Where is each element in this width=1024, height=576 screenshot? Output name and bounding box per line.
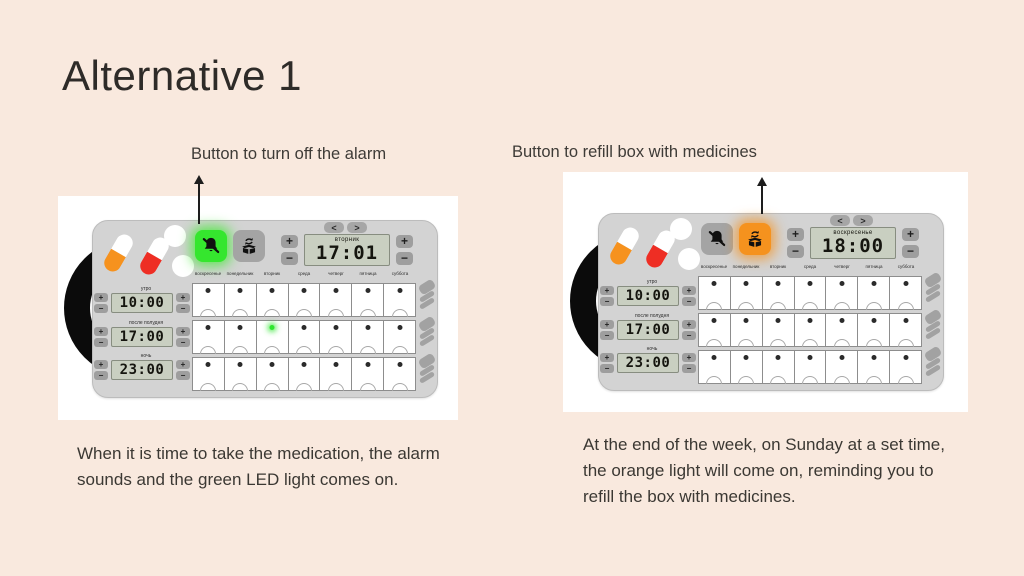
slot-adjust — [600, 353, 614, 373]
minus-button[interactable]: − — [902, 245, 919, 258]
time-slot-group — [94, 353, 194, 387]
time-slot-group — [600, 346, 700, 380]
compartment-notch — [360, 346, 376, 354]
pill-compartment[interactable] — [256, 283, 289, 317]
weekday-label: воскресенье — [194, 271, 222, 276]
display-time: 17:01 — [315, 242, 379, 264]
compartment-led-icon — [302, 288, 307, 293]
pill-compartment[interactable] — [730, 313, 763, 347]
minus-button[interactable]: − — [600, 297, 614, 306]
slat-group — [418, 356, 437, 391]
compartment-led-icon — [333, 325, 338, 330]
plus-button[interactable]: + — [902, 228, 919, 241]
compartment-led-icon — [776, 281, 781, 286]
time-slot-display: 10:00 — [111, 293, 173, 313]
weekday-label: суббота — [897, 264, 915, 269]
compartment-led-icon — [365, 325, 370, 330]
compartment-notch — [866, 339, 882, 347]
weekday-label: понедельник — [226, 271, 254, 276]
compartment-led-icon — [333, 362, 338, 367]
weekday-label: четверг — [328, 271, 344, 276]
pill-compartment[interactable] — [889, 313, 922, 347]
compartment-led-icon — [397, 325, 402, 330]
pill-compartment[interactable] — [383, 320, 416, 354]
time-slot-display: 10:00 — [617, 286, 679, 306]
plus-button[interactable]: + — [176, 360, 190, 369]
pill-compartment[interactable] — [794, 313, 827, 347]
plus-button[interactable]: + — [94, 327, 108, 336]
display-day: воскресенье — [833, 230, 873, 236]
compartment-notch — [802, 339, 818, 347]
plus-button[interactable]: + — [787, 228, 804, 241]
time-slot-label: утро — [140, 286, 152, 292]
slot-adjust — [176, 327, 190, 347]
refill-box-icon — [238, 235, 260, 257]
minus-button[interactable]: − — [176, 304, 190, 313]
compartment-notch — [770, 302, 786, 310]
compartment-notch — [296, 346, 312, 354]
weekday-label: вторник — [769, 264, 787, 269]
pill-compartment[interactable] — [889, 350, 922, 384]
compartment-notch — [232, 346, 248, 354]
minus-button[interactable]: − — [600, 364, 614, 373]
pill-compartment[interactable] — [730, 350, 763, 384]
compartment-row — [698, 313, 922, 347]
compartment-led-icon — [903, 318, 908, 323]
display-adjust-left — [787, 228, 804, 258]
compartment-led-icon — [270, 288, 275, 293]
compartment-led-icon — [302, 362, 307, 367]
compartment-led-icon — [871, 355, 876, 360]
plus-button[interactable]: + — [176, 327, 190, 336]
pill-dispenser-device — [92, 220, 438, 398]
pill-compartment[interactable] — [730, 276, 763, 310]
pill-compartment[interactable] — [224, 320, 257, 354]
compartment-led-icon — [365, 288, 370, 293]
minus-button[interactable]: − — [94, 338, 108, 347]
compartment-notch — [200, 346, 216, 354]
weekday-label: понедельник — [732, 264, 760, 269]
time-slot-display: 23:00 — [111, 360, 173, 380]
pill-compartment[interactable] — [383, 283, 416, 317]
compartment-row — [698, 350, 922, 384]
compartment-led-icon — [744, 318, 749, 323]
bell-slash-icon — [706, 228, 728, 250]
arrow-head — [194, 175, 204, 184]
pill-compartment[interactable] — [256, 357, 289, 391]
compartment-led-icon — [206, 325, 211, 330]
compartment-notch — [770, 376, 786, 384]
pill-compartment[interactable] — [857, 313, 890, 347]
pill-compartment[interactable] — [288, 320, 321, 354]
side-grip-slats — [418, 280, 437, 391]
time-slot-display: 17:00 — [617, 320, 679, 340]
arrow-to-refill-button — [755, 177, 769, 214]
compartment-led-icon — [776, 318, 781, 323]
compartment-notch — [392, 383, 408, 391]
pill-compartment[interactable] — [889, 276, 922, 310]
pill-compartment[interactable] — [698, 313, 731, 347]
minus-button[interactable]: − — [94, 371, 108, 380]
plus-button[interactable]: + — [281, 235, 298, 248]
refill-button[interactable] — [233, 230, 265, 262]
compartment-led-icon — [808, 355, 813, 360]
pill-compartment[interactable] — [224, 357, 257, 391]
compartment-notch — [898, 339, 914, 347]
compartment-led-icon — [206, 362, 211, 367]
slot-adjust — [682, 286, 696, 306]
compartment-notch — [264, 383, 280, 391]
pill-compartment[interactable] — [762, 313, 795, 347]
compartment-notch — [264, 309, 280, 317]
compartment-led-icon — [270, 362, 275, 367]
pill-compartment[interactable] — [857, 276, 890, 310]
pill-compartment[interactable] — [319, 320, 352, 354]
compartment-led-icon — [238, 362, 243, 367]
compartment-led-icon — [397, 288, 402, 293]
plus-button[interactable]: + — [396, 235, 413, 248]
caption-refill: At the end of the week, on Sunday at a set time, the orange light will come on, reminding you to refill the box with medicines. — [583, 435, 945, 506]
slot-adjust — [176, 293, 190, 313]
next-day-button[interactable]: > — [347, 222, 367, 233]
slat-group — [924, 312, 943, 347]
plus-button[interactable]: + — [94, 360, 108, 369]
compartment-notch — [738, 376, 754, 384]
compartment-notch — [264, 346, 280, 354]
weekday-label: суббота — [391, 271, 409, 276]
compartment-notch — [834, 339, 850, 347]
slot-adjust — [94, 360, 108, 380]
compartment-notch — [296, 309, 312, 317]
main-clock-display — [304, 234, 390, 266]
compartment-notch — [706, 339, 722, 347]
round-pill-icon — [164, 225, 186, 247]
compartment-led-icon — [712, 281, 717, 286]
compartment-notch — [392, 346, 408, 354]
plus-button[interactable]: + — [682, 320, 696, 329]
compartment-notch — [232, 309, 248, 317]
compartment-notch — [200, 309, 216, 317]
compartment-notch — [296, 383, 312, 391]
weekday-label: среда — [803, 264, 817, 269]
annotation-turn-off-alarm: Button to turn off the alarm — [191, 145, 387, 163]
compartment-notch — [802, 376, 818, 384]
time-slot-display: 17:00 — [111, 327, 173, 347]
round-pill-icon — [678, 248, 700, 270]
time-slot-group — [94, 320, 194, 354]
compartment-notch — [200, 383, 216, 391]
compartment-led-icon — [839, 318, 844, 323]
compartment-notch — [834, 302, 850, 310]
pill-dispenser-device — [598, 213, 944, 391]
arrow-shaft — [761, 186, 763, 214]
pill-compartment[interactable] — [762, 276, 795, 310]
compartment-notch — [802, 302, 818, 310]
compartment-led-icon — [397, 362, 402, 367]
minus-button[interactable]: − — [787, 245, 804, 258]
pill-compartment[interactable] — [288, 283, 321, 317]
compartment-led-icon — [238, 325, 243, 330]
slot-adjust — [94, 327, 108, 347]
compartment-notch — [360, 309, 376, 317]
plus-button[interactable]: + — [94, 293, 108, 302]
round-pill-icon — [670, 218, 692, 240]
plus-button[interactable]: + — [600, 320, 614, 329]
pill-compartment[interactable] — [319, 357, 352, 391]
day-nav — [324, 222, 367, 233]
pill-compartment[interactable] — [857, 350, 890, 384]
pill-compartment[interactable] — [383, 357, 416, 391]
minus-button[interactable]: − — [600, 331, 614, 340]
pill-compartment[interactable] — [192, 283, 225, 317]
compartment-notch — [328, 383, 344, 391]
compartment-notch — [834, 376, 850, 384]
next-day-button[interactable]: > — [853, 215, 873, 226]
compartment-led-icon — [871, 281, 876, 286]
compartment-notch — [898, 376, 914, 384]
slat-group — [924, 349, 943, 384]
day-nav — [830, 215, 873, 226]
minus-button[interactable]: − — [682, 364, 696, 373]
compartment-row — [698, 276, 922, 310]
display-adjust-right — [902, 228, 919, 258]
prev-day-button[interactable]: < — [324, 222, 344, 233]
main-clock-display — [810, 227, 896, 259]
pill-compartment[interactable] — [825, 276, 858, 310]
alarm-time-panel — [94, 286, 194, 387]
compartment-notch — [738, 339, 754, 347]
time-slot-label: утро — [646, 279, 658, 285]
time-slot-label: ночь — [140, 353, 152, 359]
page-title: Alternative 1 — [62, 52, 302, 99]
display-adjust-right — [396, 235, 413, 265]
minus-button[interactable]: − — [176, 338, 190, 347]
compartment-notch — [392, 309, 408, 317]
compartment-notch — [706, 376, 722, 384]
compartment-led-icon — [776, 355, 781, 360]
pill-compartment[interactable] — [762, 350, 795, 384]
minus-button[interactable]: − — [682, 331, 696, 340]
time-slot-label: после полудня — [128, 319, 164, 326]
compartment-led-icon — [744, 281, 749, 286]
compartment-led-icon — [238, 288, 243, 293]
pill-logo — [598, 213, 708, 275]
alarm-time-panel — [600, 279, 700, 380]
compartment-led-icon — [903, 281, 908, 286]
pill-compartment[interactable] — [288, 357, 321, 391]
pill-compartment[interactable] — [698, 350, 731, 384]
compartment-notch — [706, 302, 722, 310]
compartment-notch — [898, 302, 914, 310]
slot-adjust — [682, 320, 696, 340]
compartment-notch — [738, 302, 754, 310]
arrow-head — [757, 177, 767, 186]
minus-button[interactable]: − — [281, 252, 298, 265]
prev-day-button[interactable]: < — [830, 215, 850, 226]
slot-adjust — [94, 293, 108, 313]
compartment-led-icon — [712, 355, 717, 360]
compartment-led-icon — [333, 288, 338, 293]
weekday-label: вторник — [263, 271, 281, 276]
pill-compartment[interactable] — [794, 276, 827, 310]
slot-adjust — [600, 320, 614, 340]
pill-compartment[interactable] — [351, 283, 384, 317]
compartment-led-icon — [808, 318, 813, 323]
mute-alarm-button[interactable] — [701, 223, 733, 255]
compartment-led-icon — [903, 355, 908, 360]
pill-compartment[interactable] — [319, 283, 352, 317]
weekday-label: пятница — [865, 264, 883, 269]
compartment-led-icon — [302, 325, 307, 330]
slat-group — [924, 275, 943, 310]
plus-button[interactable]: + — [176, 293, 190, 302]
side-grip-slats — [924, 273, 943, 384]
pill-compartment-grid — [698, 276, 922, 384]
display-adjust-left — [281, 235, 298, 265]
compartment-led-icon — [839, 281, 844, 286]
pill-compartment[interactable] — [256, 320, 289, 354]
time-slot-group — [94, 286, 194, 320]
pill-compartment[interactable] — [825, 350, 858, 384]
compartment-led-icon — [808, 281, 813, 286]
slat-group — [418, 319, 437, 354]
compartment-led-icon — [270, 325, 275, 330]
time-slot-display: 23:00 — [617, 353, 679, 373]
compartment-row — [192, 320, 416, 354]
plus-button[interactable]: + — [600, 353, 614, 362]
plus-button[interactable]: + — [682, 286, 696, 295]
time-slot-group — [600, 279, 700, 313]
compartment-notch — [866, 376, 882, 384]
minus-button[interactable]: − — [176, 371, 190, 380]
pill-compartment[interactable] — [794, 350, 827, 384]
mute-alarm-button[interactable] — [195, 230, 227, 262]
pill-compartment[interactable] — [698, 276, 731, 310]
bell-slash-icon — [200, 235, 222, 257]
minus-button[interactable]: − — [682, 297, 696, 306]
slot-adjust — [682, 353, 696, 373]
pill-compartment[interactable] — [351, 320, 384, 354]
weekday-labels — [192, 271, 416, 276]
compartment-row — [192, 357, 416, 391]
refill-box-icon — [744, 228, 766, 250]
arrow-shaft — [198, 184, 200, 224]
annotation-refill-box: Button to refill box with medicines — [512, 143, 757, 161]
compartment-notch — [866, 302, 882, 310]
weekday-labels — [698, 264, 922, 269]
display-day: вторник — [334, 237, 360, 243]
compartment-row — [192, 283, 416, 317]
display-time: 18:00 — [821, 235, 885, 257]
compartment-notch — [328, 346, 344, 354]
time-slot-group — [600, 313, 700, 347]
compartment-led-icon — [839, 355, 844, 360]
weekday-label: воскресенье — [700, 264, 728, 269]
slot-adjust — [176, 360, 190, 380]
refill-button[interactable] — [739, 223, 771, 255]
pill-compartment[interactable] — [224, 283, 257, 317]
pill-compartment[interactable] — [351, 357, 384, 391]
compartment-notch — [770, 339, 786, 347]
compartment-led-icon — [871, 318, 876, 323]
compartment-led-icon — [712, 318, 717, 323]
compartment-notch — [360, 383, 376, 391]
slot-adjust — [600, 286, 614, 306]
alarm-state-image-card — [58, 196, 458, 420]
minus-button[interactable]: − — [396, 252, 413, 265]
compartment-led-icon — [744, 355, 749, 360]
minus-button[interactable]: − — [94, 304, 108, 313]
pill-compartment[interactable] — [192, 357, 225, 391]
caption-alarm: When it is time to take the medication, the alarm sounds and the green LED light comes on. — [77, 444, 440, 489]
plus-button[interactable]: + — [682, 353, 696, 362]
compartment-notch — [328, 309, 344, 317]
time-slot-label: ночь — [646, 346, 658, 352]
pill-compartment-grid — [192, 283, 416, 391]
weekday-label: среда — [297, 271, 311, 276]
capsule-orange-icon — [607, 224, 642, 267]
pill-compartment[interactable] — [825, 313, 858, 347]
weekday-label: пятница — [359, 271, 377, 276]
plus-button[interactable]: + — [600, 286, 614, 295]
capsule-orange-icon — [101, 231, 136, 274]
pill-logo — [92, 220, 202, 282]
compartment-led-icon — [365, 362, 370, 367]
compartment-led-icon — [206, 288, 211, 293]
weekday-label: четверг — [834, 264, 850, 269]
pill-compartment[interactable] — [192, 320, 225, 354]
time-slot-label: после полудня — [634, 312, 670, 319]
round-pill-icon — [172, 255, 194, 277]
compartment-notch — [232, 383, 248, 391]
arrow-to-mute-button — [192, 175, 206, 224]
slat-group — [418, 282, 437, 317]
